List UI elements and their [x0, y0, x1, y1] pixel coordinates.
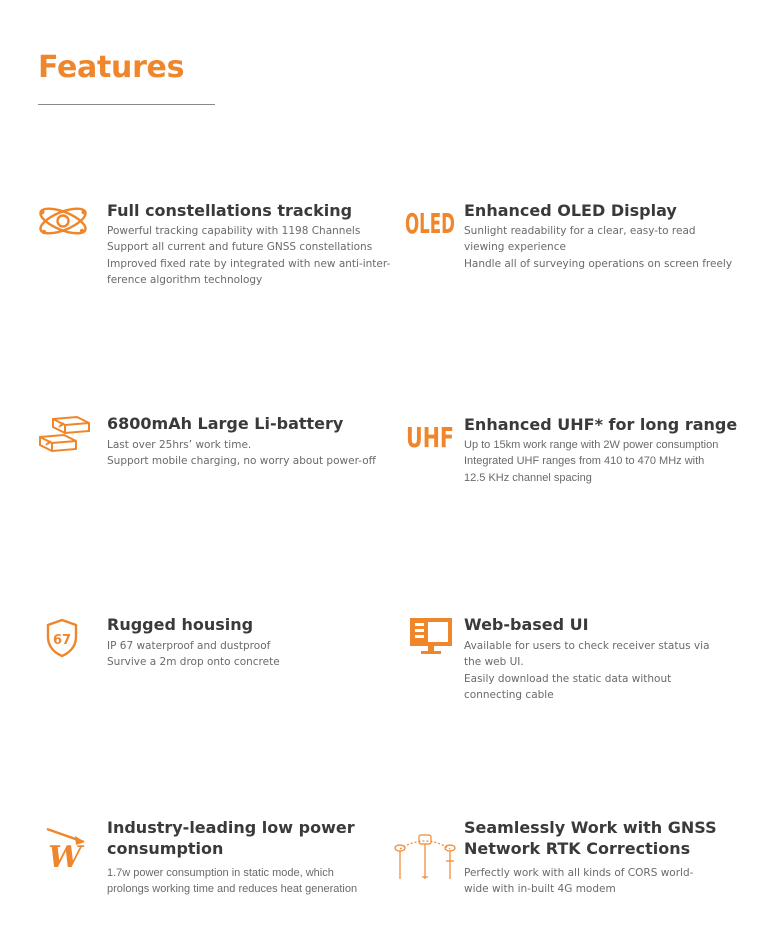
oled-icon	[404, 204, 456, 238]
feature-description: Up to 15km work range with 2W power consumption Integrated UHF ranges from 410 to 470 MHz with 12.5 KHz channel spacing	[464, 439, 719, 484]
feature-title: Web-based UI	[464, 615, 589, 634]
svg-text:67: 67	[52, 633, 72, 648]
feature-title: 6800mAh Large Li-battery	[107, 414, 344, 433]
feature-title: Seamlessly Work with GNSS Network RTK Corrections	[464, 818, 717, 858]
low-power-icon	[43, 825, 93, 875]
svg-text:OLED: OLED	[405, 207, 455, 240]
orbit-icon	[36, 202, 90, 240]
monitor-icon	[408, 616, 454, 656]
feature-title: Enhanced UHF* for long range	[464, 415, 738, 434]
battery-icon	[37, 415, 93, 459]
feature-title: Full constellations tracking	[107, 201, 353, 220]
uhf-icon	[404, 418, 456, 452]
feature-description: Perfectly work with all kinds of CORS world- wide with in-built 4G modem	[464, 867, 694, 896]
feature-title: Industry-leading low power consumption	[107, 818, 355, 858]
feature-description: IP 67 waterproof and dustproof Survive a 2m drop onto concrete	[107, 640, 280, 669]
feature-description: Available for users to check receiver status via the web UI. Easily download the static data without connecting cable	[464, 640, 710, 701]
feature-description: 1.7w power consumption in static mode, which prolongs working time and reduces heat generation	[107, 867, 358, 896]
feature-description: Sunlight readability for a clear, easy-to read viewing experience Handle all of surveying operations on screen freely	[464, 225, 733, 270]
feature-description: Last over 25hrs’ work time. Support mobile charging, no worry about power-off	[107, 439, 376, 468]
shield-icon	[45, 618, 79, 658]
network-rtk-icon	[392, 831, 462, 881]
svg-text:UHF: UHF	[406, 421, 454, 454]
page-title: Features	[38, 50, 185, 85]
svg-text:W: W	[48, 840, 82, 875]
title-divider	[38, 104, 215, 105]
feature-description: Powerful tracking capability with 1198 Channels Support all current and future GNSS constellations Improved fixed rate by integrated with new anti-inter- ference algorithm technology	[107, 225, 391, 286]
feature-title: Rugged housing	[107, 615, 254, 634]
feature-title: Enhanced OLED Display	[464, 201, 677, 220]
